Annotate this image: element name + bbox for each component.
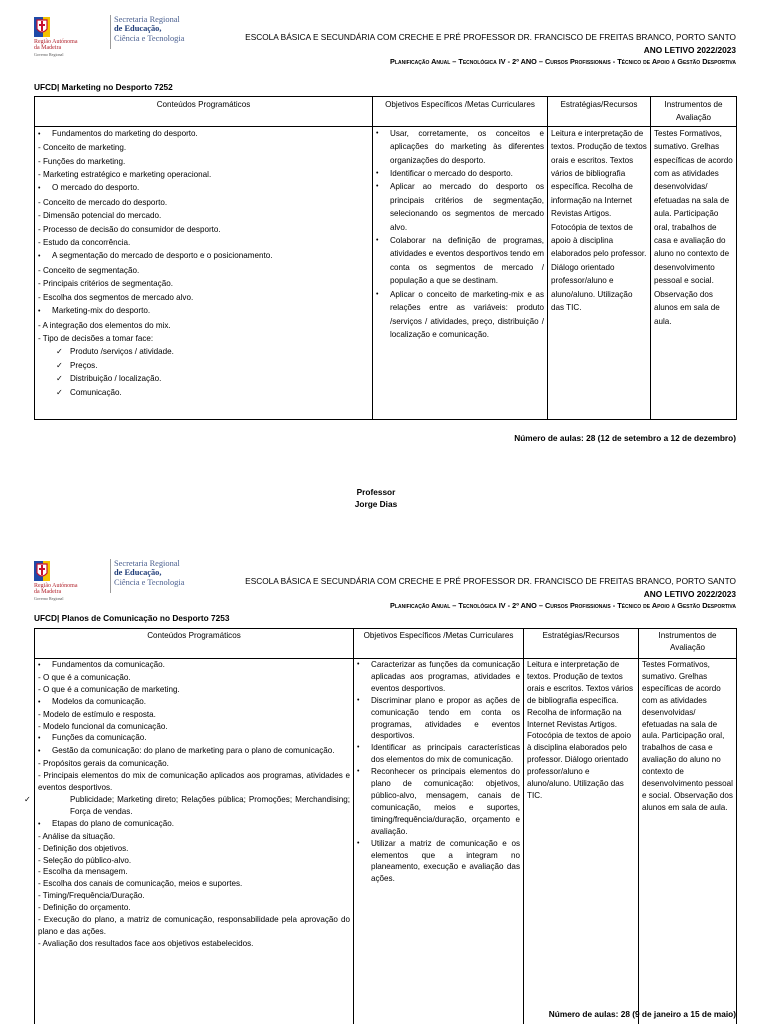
- assessment-cell: Testes Formativos, sumativo. Grelhas específicas de acordo com as atividades desenvolvidas/ efetuadas na sala de aula. Participação oral, trabalhos de casa e avaliação do aluno no contexto de desenvolvimento pessoal e social. Observação dos alunos em sala de aula.: [639, 659, 737, 1024]
- objective-text: Discriminar plano e propor as ações de comunicação tendo em conta os programas, atividades e eventos desportivos.: [371, 695, 520, 741]
- bullet-icon: •: [38, 253, 41, 261]
- content-text: - Principais critérios de segmentação.: [38, 279, 173, 289]
- objective-item: [357, 742, 520, 766]
- institution-logo: [34, 15, 184, 59]
- objective-text: Utilizar a matriz de comunicação e os elementos que a integram no planeamento, execução e avaliação das ações.: [371, 838, 520, 884]
- bullet-icon: •: [38, 748, 41, 756]
- content-text: - Modelo funcional da comunicação.: [38, 721, 168, 731]
- checkmark-icon: ✓: [56, 360, 63, 370]
- content-item: [38, 878, 350, 890]
- bullet-icon: •: [376, 170, 379, 178]
- bullet-icon: •: [38, 308, 41, 316]
- content-text: - Propósitos gerais da comunicação.: [38, 759, 169, 769]
- ufcd-title-1: UFCD| Marketing no Desporto 7252: [34, 82, 173, 92]
- bullet-icon: •: [376, 183, 379, 191]
- content-item: [38, 196, 369, 209]
- header-objectives: Objetivos Específicos /Metas Curriculares: [354, 629, 524, 659]
- content-item: [38, 672, 350, 684]
- region-crest-icon: [34, 561, 50, 581]
- school-year: ANO LETIVO 2022/2023: [643, 45, 736, 55]
- professor-name: Jorge Dias: [354, 499, 398, 509]
- header-objectives: Objetivos Específicos /Metas Curriculares: [373, 97, 548, 127]
- content-text: Etapas do plano de comunicação.: [52, 818, 174, 828]
- bullet-icon: •: [38, 698, 41, 706]
- lessons-count-2: Número de aulas: 28 (9 de janeiro a 15 de maio): [548, 1009, 736, 1019]
- content-text: - Conceito de mercado do desporto.: [38, 197, 168, 207]
- contents-cell: [24, 659, 354, 1024]
- header-assessment: Instrumentos de Avaliação: [639, 629, 737, 659]
- objective-text: Identificar o mercado do desporto.: [390, 169, 513, 179]
- content-item: [38, 866, 350, 878]
- content-text: - A integração dos elementos do mix.: [38, 320, 171, 330]
- content-text: - O que é a comunicação.: [38, 672, 131, 682]
- objective-item: [376, 288, 544, 342]
- page-header-2: [34, 559, 736, 609]
- content-text: - Marketing estratégico e marketing operacional.: [38, 170, 212, 180]
- content-item: [38, 721, 350, 733]
- content-item: [38, 127, 369, 141]
- content-item: [38, 758, 350, 770]
- content-text: - Timing/Frequência/Duração.: [38, 891, 145, 901]
- content-item: [38, 319, 369, 332]
- content-item: [38, 684, 350, 696]
- content-item: [38, 345, 369, 358]
- content-item: [38, 914, 350, 938]
- content-item: [38, 696, 350, 709]
- objective-text: Reconhecer os principais elementos do plano de comunicação: objetivos, público-alvo, mensagem, canais de comunicação, meios e suportes, timing/frequência/duração, orçamento e avaliação.: [371, 767, 520, 836]
- objective-item: [376, 127, 544, 167]
- content-item: [38, 770, 350, 794]
- checkmark-icon: ✓: [24, 794, 31, 804]
- content-item: [38, 223, 369, 236]
- content-item: [38, 209, 369, 222]
- content-text: - Modelo de estímulo e resposta.: [38, 709, 156, 719]
- content-text: - Definição do orçamento.: [38, 903, 131, 913]
- region-label: Região Autónoma da Madeira Governo Regional: [34, 39, 78, 57]
- bullet-icon: •: [376, 237, 379, 245]
- bullet-icon: •: [357, 744, 360, 752]
- content-text: Produto /serviços / atividade.: [70, 347, 174, 357]
- content-item: [38, 386, 369, 399]
- strategies-cell: Leitura e interpretação de textos. Produção de textos orais e escritos. Textos vários de bibliografia específica. Recolha de informação na Internet Revistas Artigos. Fotocópia de textos de apoio à disciplina elaborados pelo professor. Diálogo orientado professor/aluno e aluno/aluno. Utilização das TIC.: [524, 659, 639, 1024]
- content-text: Fundamentos da comunicação.: [52, 660, 165, 669]
- content-text: - O que é a comunicação de marketing.: [38, 684, 180, 694]
- content-item: [38, 332, 369, 345]
- content-text: - Escolha dos canais de comunicação, meios e suportes.: [38, 879, 243, 889]
- header-strategies: Estratégias/Recursos: [548, 97, 651, 127]
- content-text: Publicidade; Marketing direto; Relações pública; Promoções; Merchandising; Força de vendas.: [70, 794, 350, 816]
- bullet-icon: •: [38, 735, 41, 743]
- content-item: [38, 938, 350, 950]
- plan-title: Planificação Anual – Tecnológica IV - 2º ANO – Cursos Profissionais - Técnico de Apoio à Gestão Desportiva: [390, 57, 736, 66]
- objectives-cell: [354, 659, 524, 1024]
- content-item: [38, 902, 350, 914]
- content-item: [38, 141, 369, 154]
- school-name: ESCOLA BÁSICA E SECUNDÁRIA COM CRECHE E PRÉ PROFESSOR DR. FRANCISCO DE FREITAS BRANCO, PORTO SANTO: [245, 576, 736, 586]
- content-text: Gestão da comunicação: do plano de marketing para o plano de comunicação.: [52, 746, 335, 756]
- content-item: [38, 155, 369, 168]
- ufcd-title-2: UFCD| Planos de Comunicação no Desporto 7253: [34, 613, 230, 623]
- content-item: [38, 709, 350, 721]
- objective-item: [376, 234, 544, 288]
- bullet-icon: •: [357, 768, 360, 776]
- content-item: [38, 818, 350, 831]
- objective-text: Identificar as principais características dos elementos do mix de comunicação.: [371, 743, 520, 765]
- content-item: [38, 291, 369, 304]
- content-item: [38, 843, 350, 855]
- content-text: Preços.: [70, 360, 98, 370]
- objectives-cell: [373, 126, 548, 419]
- content-item: [38, 264, 369, 277]
- header-contents: Conteúdos Programáticos: [35, 629, 354, 659]
- objective-item: [357, 695, 520, 743]
- content-item: [38, 249, 369, 263]
- professor-signature: [0, 486, 752, 510]
- bullet-icon: •: [357, 661, 360, 668]
- content-text: - Dimensão potencial do mercado.: [38, 211, 162, 221]
- content-text: - Análise da situação.: [38, 831, 115, 841]
- checkmark-icon: ✓: [56, 387, 63, 397]
- content-item: [38, 181, 369, 195]
- content-text: Distribuição / localização.: [70, 374, 162, 384]
- content-text: A segmentação do mercado de desporto e o posicionamento.: [52, 251, 273, 261]
- bullet-icon: •: [38, 820, 41, 828]
- header-strategies: Estratégias/Recursos: [524, 629, 639, 659]
- planning-table-1: [34, 96, 737, 420]
- content-item: [38, 372, 369, 385]
- content-text: - Execução do plano, a matriz de comunicação, responsabilidade pela aprovação do plano e das ações.: [38, 915, 350, 936]
- content-text: - Conceito de segmentação.: [38, 265, 140, 275]
- content-item: [38, 831, 350, 843]
- content-text: - Estudo da concorrência.: [38, 238, 131, 248]
- strategies-cell: Leitura e interpretação de textos. Produção de textos orais e escritos. Textos vários de bibliografia específica. Recolha de informação na Internet Revistas Artigos. Fotocópia de textos de apoio à disciplina elaborados pelo professor. Diálogo orientado professor/aluno e aluno/aluno. Utilização das TIC.: [548, 126, 651, 419]
- professor-label: Professor: [356, 487, 396, 497]
- bullet-icon: •: [357, 839, 360, 847]
- checkmark-icon: ✓: [56, 374, 63, 384]
- content-text: O mercado do desporto.: [52, 183, 140, 193]
- content-text: - Definição dos objetivos.: [38, 843, 129, 853]
- planning-table-2: [24, 628, 737, 1024]
- content-text: - Principais elementos do mix de comunicação aplicados aos programas, atividades e eventos desportivos.: [38, 771, 350, 793]
- objective-item: [376, 167, 544, 180]
- objective-item: [376, 180, 544, 234]
- content-text: - Conceito de marketing.: [38, 143, 127, 153]
- bullet-icon: •: [38, 130, 41, 138]
- content-text: Funções da comunicação.: [52, 733, 147, 743]
- content-item: [38, 855, 350, 867]
- content-item: [38, 659, 350, 672]
- school-name: ESCOLA BÁSICA E SECUNDÁRIA COM CRECHE E PRÉ PROFESSOR DR. FRANCISCO DE FREITAS BRANCO, PORTO SANTO: [245, 32, 736, 42]
- content-text: Modelos da comunicação.: [52, 696, 147, 706]
- objective-item: [357, 766, 520, 837]
- page-header-1: [34, 15, 736, 65]
- content-item: [38, 732, 350, 745]
- content-text: Comunicação.: [70, 387, 122, 397]
- content-text: - Processo de decisão do consumidor de desporto.: [38, 224, 221, 234]
- content-item: [38, 236, 369, 249]
- content-item: [38, 277, 369, 290]
- content-text: - Seleção do público-alvo.: [38, 855, 132, 865]
- content-text: - Escolha dos segmentos de mercado alvo.: [38, 292, 194, 302]
- contents-cell: [35, 126, 373, 419]
- header-contents: Conteúdos Programáticos: [35, 97, 373, 127]
- secretaria-logo-text: Secretaria Regional de Educação, Ciência e Tecnologia: [114, 559, 185, 587]
- objective-item: [357, 659, 520, 695]
- checkmark-icon: ✓: [56, 347, 63, 357]
- content-item: [38, 359, 369, 372]
- bullet-icon: •: [376, 290, 379, 298]
- secretaria-logo-text: Secretaria Regional de Educação, Ciência e Tecnologia: [114, 15, 185, 43]
- bullet-icon: •: [357, 696, 360, 704]
- content-item: [38, 168, 369, 181]
- objective-text: Colaborar na definição de programas, atividades e eventos desportivos tendo em conta os segmentos de mercado / população a que se destinam.: [390, 236, 544, 286]
- content-text: - Tipo de decisões a tomar face:: [38, 333, 154, 343]
- content-item: [38, 890, 350, 902]
- content-text: - Funções do marketing.: [38, 156, 126, 166]
- objective-text: Caracterizar as funções da comunicação aplicadas aos programas, atividades e eventos desportivos.: [371, 660, 520, 693]
- assessment-cell: Testes Formativos, sumativo. Grelhas específicas de acordo com as atividades desenvolvidas/ efetuadas na sala de aula. Participação oral, trabalhos de casa e avaliação do aluno no contexto de desenvolvimento pessoal e social. Observação dos alunos em sala de aula.: [651, 126, 737, 419]
- region-label: Região Autónoma da Madeira Governo Regional: [34, 583, 78, 601]
- content-item: [24, 794, 350, 818]
- institution-logo: [34, 559, 184, 603]
- school-year: ANO LETIVO 2022/2023: [643, 589, 736, 599]
- logo-divider: [110, 15, 111, 49]
- objective-item: [357, 838, 520, 886]
- content-item: [38, 745, 350, 758]
- content-item: [38, 304, 369, 318]
- objective-text: Aplicar ao mercado do desporto os principais critérios de segmentação, selecionando os segmentos de mercado alvo.: [390, 182, 544, 232]
- bullet-icon: •: [38, 662, 41, 669]
- content-text: Marketing-mix do desporto.: [52, 306, 151, 316]
- content-text: - Escolha da mensagem.: [38, 867, 128, 877]
- content-text: - Avaliação dos resultados face aos objetivos estabelecidos.: [38, 938, 254, 948]
- bullet-icon: •: [38, 185, 41, 193]
- plan-title: Planificação Anual – Tecnológica IV - 2º ANO – Cursos Profissionais - Técnico de Apoio à Gestão Desportiva: [390, 601, 736, 610]
- header-assessment: Instrumentos de Avaliação: [651, 97, 737, 127]
- logo-divider: [110, 559, 111, 593]
- lessons-count-1: Número de aulas: 28 (12 de setembro a 12 de dezembro): [514, 433, 736, 443]
- region-crest-icon: [34, 17, 50, 37]
- content-text: Fundamentos do marketing do desporto.: [52, 128, 198, 138]
- objective-text: Aplicar o conceito de marketing-mix e as relações entre as variáveis: produto /serviços / atividades, preço, distribuição / localização e comunicação.: [390, 289, 544, 339]
- objective-text: Usar, corretamente, os conceitos e aplicações do marketing às diferentes organizações do desporto.: [390, 128, 544, 165]
- bullet-icon: •: [376, 129, 379, 137]
